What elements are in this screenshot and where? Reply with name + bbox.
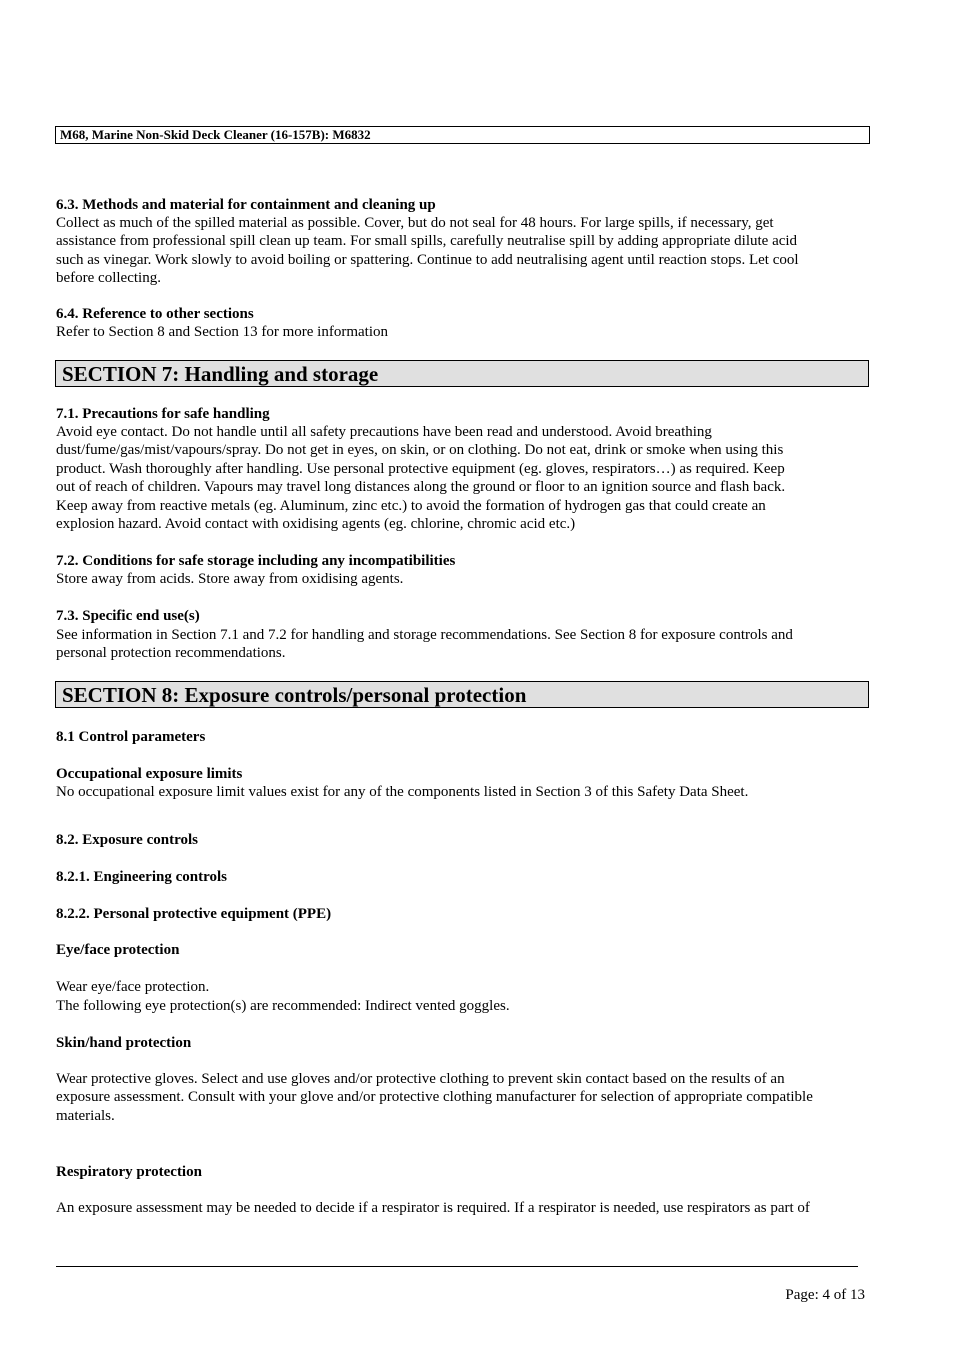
footer-divider [56,1266,858,1267]
section-8-title: SECTION 8: Exposure controls/personal protection [55,681,869,708]
paragraph-7-2: Store away from acids. Store away from oxidising agents. [56,571,404,587]
paragraph-line: before collecting. [56,270,161,287]
document-header-product: M68, Marine Non-Skid Deck Cleaner (16-157B): M6832 [55,126,870,144]
heading-8-1: 8.1 Control parameters [56,729,206,745]
paragraph-line: explosion hazard. Avoid contact with oxidising agents (eg. chlorine, chromic acid etc.) [56,516,576,533]
heading-respiratory: Respiratory protection [56,1164,202,1180]
paragraph-line: Avoid eye contact. Do not handle until all safety precautions have been read and understood. Avoid breathing [56,424,712,440]
paragraph-line: exposure assessment. Consult with your glove and/or protective clothing manufacturer for selection of appropriate compatible [56,1089,813,1106]
section-7-title: SECTION 7: Handling and storage [55,360,869,387]
paragraph-line: dust/fume/gas/mist/vapours/spray. Do not get in eyes, on skin, or on clothing. Do not eat, drink or smoke when using this [56,442,784,459]
heading-8-2-1: 8.2.1. Engineering controls [56,869,227,885]
paragraph-respiratory: An exposure assessment may be needed to decide if a respirator is required. If a respirator is needed, use respirators as part of [56,1200,810,1216]
paragraph-line: such as vinegar. Work slowly to avoid boiling or spattering. Continue to add neutralising agent until reaction stops. Let cool [56,251,799,268]
paragraph-line: assistance from professional spill clean up team. For small spills, carefully neutralise spill by adding appropriate dilute acid [56,233,798,250]
paragraph-line: out of reach of children. Vapours may travel long distances along the ground or floor to an ignition source and flash back. [56,479,786,496]
paragraph-7-1 [56,423,868,533]
heading-occupational-exposure-limits: Occupational exposure limits [56,766,243,782]
page-number: Page: 4 of 13 [785,1287,865,1303]
paragraph-6-4: Refer to Section 8 and Section 13 for more information [56,324,388,340]
heading-7-3: 7.3. Specific end use(s) [56,608,200,624]
paragraph-line: Keep away from reactive metals (eg. Aluminum, zinc etc.) to avoid the formation of hydrogen gas that could create an [56,497,766,514]
heading-skin-hand: Skin/hand protection [56,1035,192,1051]
paragraph-eye-line2: The following eye protection(s) are recommended: Indirect vented goggles. [56,998,510,1014]
paragraph-7-3 [56,626,868,663]
paragraph-line: Collect as much of the spilled material as possible. Cover, but do not seal for 48 hours. For large spills, if necessary, get [56,215,774,231]
paragraph-line: personal protection recommendations. [56,645,286,662]
paragraph-line: materials. [56,1107,115,1124]
heading-eye-face: Eye/face protection [56,942,180,958]
heading-7-1: 7.1. Precautions for safe handling [56,406,270,422]
paragraph-eye-line1: Wear eye/face protection. [56,979,210,995]
heading-6-4: 6.4. Reference to other sections [56,306,254,322]
heading-8-2-2: 8.2.2. Personal protective equipment (PPE) [56,906,332,922]
heading-7-2: 7.2. Conditions for safe storage including any incompatibilities [56,553,456,569]
paragraph-6-3 [56,214,868,288]
paragraph-line: See information in Section 7.1 and 7.2 for handling and storage recommendations. See Section 8 for exposure controls and [56,627,793,643]
paragraph-line: Wear protective gloves. Select and use gloves and/or protective clothing to prevent skin contact based on the results of an [56,1071,785,1087]
paragraph-oel: No occupational exposure limit values exist for any of the components listed in Section 3 of this Safety Data Sheet. [56,784,749,800]
paragraph-line: product. Wash thoroughly after handling. Use personal protective equipment (eg. gloves, respirators…) as required. Keep [56,460,785,477]
heading-8-2: 8.2. Exposure controls [56,832,198,848]
paragraph-skin [56,1070,868,1125]
heading-6-3: 6.3. Methods and material for containment and cleaning up [56,197,436,213]
